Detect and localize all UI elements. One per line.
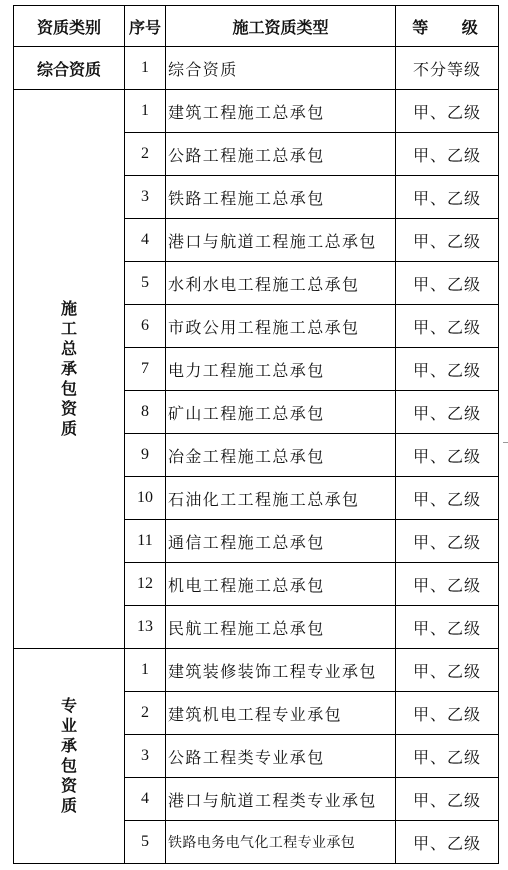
- seq-cell: 1: [125, 649, 166, 692]
- table-row: [14, 649, 499, 692]
- grade-cell: 甲、乙级: [396, 262, 499, 305]
- grade-cell: 甲、乙级: [396, 90, 499, 133]
- seq-cell: 3: [125, 735, 166, 778]
- type-cell: 电力工程施工总承包: [166, 348, 396, 391]
- grade-cell: 甲、乙级: [396, 434, 499, 477]
- table-body: [14, 47, 499, 864]
- category-cell: [14, 90, 125, 649]
- seq-cell: 11: [125, 520, 166, 563]
- category-cell: [14, 649, 125, 864]
- grade-cell: 甲、乙级: [396, 176, 499, 219]
- seq-cell: 4: [125, 219, 166, 262]
- seq-cell: 1: [125, 47, 166, 90]
- type-cell: 矿山工程施工总承包: [166, 391, 396, 434]
- grade-cell: 甲、乙级: [396, 520, 499, 563]
- grade-cell: 甲、乙级: [396, 735, 499, 778]
- header-row: [14, 6, 499, 47]
- grade-cell: 甲、乙级: [396, 305, 499, 348]
- type-cell: 综合资质: [166, 47, 396, 90]
- category-cell: [14, 47, 125, 90]
- seq-cell: 4: [125, 778, 166, 821]
- grade-cell: 甲、乙级: [396, 778, 499, 821]
- seq-cell: 1: [125, 90, 166, 133]
- seq-cell: 5: [125, 262, 166, 305]
- type-cell: 通信工程施工总承包: [166, 520, 396, 563]
- grade-cell: 甲、乙级: [396, 477, 499, 520]
- header-seq: 序号: [125, 6, 166, 47]
- grade-cell: 不分等级: [396, 47, 499, 90]
- grade-cell: 甲、乙级: [396, 606, 499, 649]
- header-type: 施工资质类型: [166, 6, 396, 47]
- grade-cell: 甲、乙级: [396, 821, 499, 864]
- type-cell: 港口与航道工程类专业承包: [166, 778, 396, 821]
- type-cell: 公路工程类专业承包: [166, 735, 396, 778]
- table-row: [14, 47, 499, 90]
- type-cell: 建筑工程施工总承包: [166, 90, 396, 133]
- grade-cell: 甲、乙级: [396, 219, 499, 262]
- seq-cell: 6: [125, 305, 166, 348]
- seq-cell: 10: [125, 477, 166, 520]
- seq-cell: 2: [125, 692, 166, 735]
- type-cell: 建筑机电工程专业承包: [166, 692, 396, 735]
- type-cell: 建筑装修装饰工程专业承包: [166, 649, 396, 692]
- grade-cell: 甲、乙级: [396, 692, 499, 735]
- type-cell: 冶金工程施工总承包: [166, 434, 396, 477]
- seq-cell: 8: [125, 391, 166, 434]
- table-row: [14, 90, 499, 133]
- type-cell: 民航工程施工总承包: [166, 606, 396, 649]
- seq-cell: 2: [125, 133, 166, 176]
- seq-cell: 3: [125, 176, 166, 219]
- header-grade: 等 级: [396, 6, 499, 47]
- seq-cell: 9: [125, 434, 166, 477]
- category-label: 专业承包资质: [61, 696, 78, 815]
- type-cell: 水利水电工程施工总承包: [166, 262, 396, 305]
- type-cell: 公路工程施工总承包: [166, 133, 396, 176]
- page-edge-mark: [503, 442, 508, 443]
- category-label: 施工总承包资质: [61, 299, 78, 438]
- header-category: 资质类别: [14, 6, 125, 47]
- type-cell: 机电工程施工总承包: [166, 563, 396, 606]
- type-cell: 港口与航道工程施工总承包: [166, 219, 396, 262]
- seq-cell: 5: [125, 821, 166, 864]
- seq-cell: 13: [125, 606, 166, 649]
- type-cell: 市政公用工程施工总承包: [166, 305, 396, 348]
- type-cell: 铁路电务电气化工程专业承包: [166, 821, 396, 864]
- type-cell: 铁路工程施工总承包: [166, 176, 396, 219]
- seq-cell: 12: [125, 563, 166, 606]
- seq-cell: 7: [125, 348, 166, 391]
- grade-cell: 甲、乙级: [396, 348, 499, 391]
- grade-cell: 甲、乙级: [396, 563, 499, 606]
- grade-cell: 甲、乙级: [396, 391, 499, 434]
- qualification-table: [13, 5, 499, 864]
- grade-cell: 甲、乙级: [396, 649, 499, 692]
- category-label: 综合资质: [36, 59, 101, 79]
- grade-cell: 甲、乙级: [396, 133, 499, 176]
- type-cell: 石油化工工程施工总承包: [166, 477, 396, 520]
